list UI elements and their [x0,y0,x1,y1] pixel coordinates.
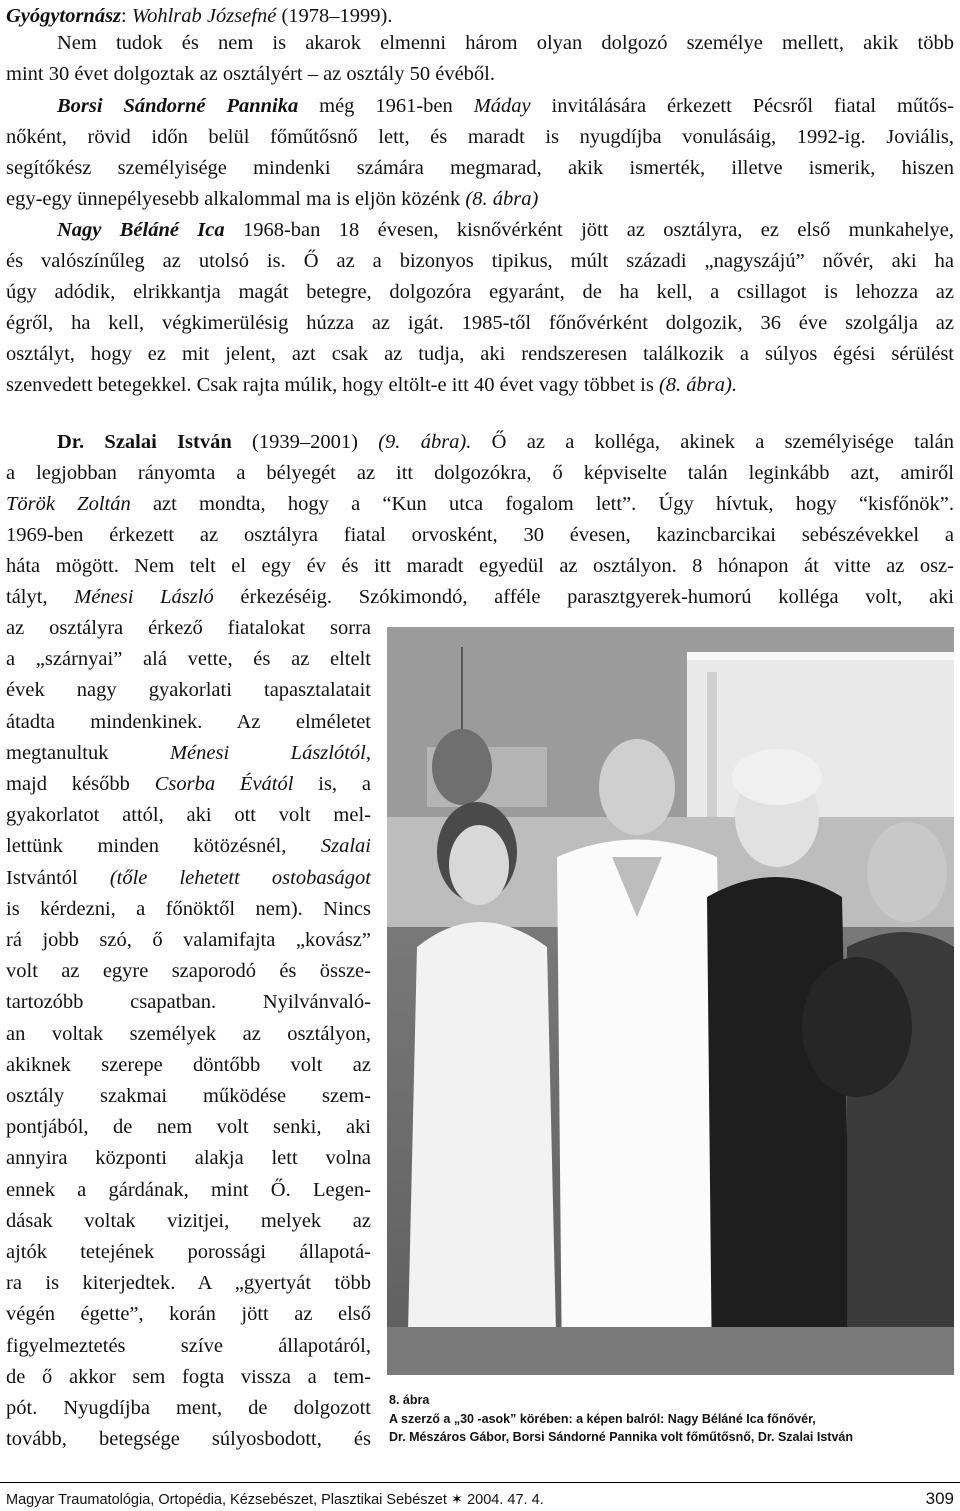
page-number: 309 [925,1489,954,1508]
column-line: an voltak személyek az osztályon, [6,1023,371,1045]
text-line: háta mögött. Nem telt el egy év és itt maradt egyedül az osztályon. 8 hónapon át vitte az osz- [6,555,954,577]
text-line: és valószínűleg az utolsó is. Ő az a bizonyos tipikus, múlt századi „nagyszájú” nővér, aki ha [6,250,954,272]
column-line: Istvántól (tőle lehetett ostobaságot [6,867,371,889]
footer-citation [6,1491,544,1509]
figure-reference: (8. ábra). [658,374,737,396]
text-line: Dr. Szalai István (1939–2001) (9. ábra). Ő az a kolléga, akinek a személyisége talán [57,431,954,453]
person-name: (tőle lehetett ostobaságot [77,867,371,889]
column-line: tovább, betegsége súlyosbodott, és [6,1428,371,1450]
person-name: Ménesi Lászlótól [169,742,366,764]
footer-rule [0,1482,960,1483]
text-line: nőként, rövid időn belül főműtősnő lett, és maradt is nyugdíjba vonulásáig, 1992-ig. Joviális, [6,126,954,148]
journal-title: Magyar Traumatológia, Ortopédia, Kézsebészet, Plasztikai Sebészet [6,1492,447,1508]
text-line: osztályt, hogy ez mit jelent, azt csak az tudja, aki rendszeresen találkozik a súlyos égési sérülést [6,343,954,365]
figure-caption-line: Dr. Mészáros Gábor, Borsi Sándorné Pannika volt főműtősnő, Dr. Szalai István [389,1430,854,1444]
column-line: az osztályra érkező fiatalokat sorra [6,617,371,639]
person-name: Ménesi László [74,586,214,608]
person-name: Török Zoltán [6,493,131,515]
column-line: figyelmeztetés szíve állapotáról, [6,1335,371,1357]
text-line: égről, ha kell, végkimerülésig húzza az igát. 1985-től főnővérként dolgozik, 36 éve szolgálja az [6,312,954,334]
person-name: Dr. Szalai István [57,431,232,453]
column-line: végén égette”, korán jött az első [6,1303,371,1325]
text-line: Borsi Sándorné Pannika még 1961-ben Máday invitálására érkezett Pécsről fiatal műtős- [57,95,954,117]
column-line: lettünk minden kötözésnél, Szalai [6,835,371,857]
column-line: gyakorlatot attól, aki ott volt mel- [6,804,371,826]
column-line: évek nagy gyakorlati tapasztalatait [6,679,371,701]
person-name: Wohlrab Józsefné [131,5,277,27]
text-line: Gyógytornász: Wohlrab Józsefné (1978–1999). [6,5,393,27]
column-line: megtanultuk Ménesi Lászlótól, [6,742,371,764]
person-name: Nagy Béláné Ica [57,219,225,241]
figure-reference: (8. ábra) [465,188,539,210]
star-icon: ✶ [450,1492,464,1508]
text-line: tályt, Ménesi László érkezéséig. Szókimondó, afféle parasztgyerek-humorú kolléga volt, aki [6,586,955,608]
column-line: pót. Nyugdíjba ment, de dolgozott [6,1397,371,1419]
person-name: Borsi Sándorné Pannika [57,95,299,117]
column-line: ennek a gárdának, mint Ő. Legen- [6,1179,371,1201]
text-line: Nem tudok és nem is akarok elmenni három olyan dolgozó személye mellett, akik több [57,32,954,54]
role-label: Gyógytornász [6,5,122,27]
figure-caption-line: A szerző a „30 -asok” körében: a képen balról: Nagy Béláné Ica főnővér, [389,1412,816,1426]
figure-reference: (9. ábra). [378,431,472,453]
person-name: Máday [473,95,531,117]
column-line: akiknek szerepe döntőbb volt az [6,1054,371,1076]
text-line: Török Zoltán azt mondta, hogy a “Kun utca fogalom lett”. Úgy hívtuk, hogy “kisfőnök”. [6,493,954,515]
column-line: annyira központi alakja lett volna [6,1147,371,1169]
person-name: Szalai [320,835,371,857]
column-line: majd később Csorba Évától is, a [6,773,371,795]
text-line: a legjobban rányomta a bélyegét az itt dolgozókra, ő képviselte talán leginkább azt, amiről [6,462,954,484]
column-line: rá jobb szó, ő valamifajta „kovász” [6,929,371,951]
text-line: Nagy Béláné Ica 1968-ban 18 évesen, kisnővérként jött az osztályra, ez első munkahelye, [57,219,954,241]
text-line: 1969-ben érkezett az osztályra fiatal orvosként, 30 évesen, kazincbarcikai sebészévekkel a [6,524,954,546]
column-line: dásak voltak vizitjei, melyek az [6,1210,371,1232]
text-line: segítőkész személyisége mindenki számára megmarad, akik ismerték, illetve ismerik, hiszen [6,157,954,179]
column-line: osztály szakmai működése szem- [6,1085,371,1107]
text-line: egy-egy ünnepélyesebb alkalommal ma is eljön közénk (8. ábra) [6,188,539,210]
column-line: átadta mindenkinek. Az elméletet [6,711,371,733]
column-line: volt az egyre szaporodó és össze- [6,960,371,982]
column-line: ra is kiterjedtek. A „gyertyát több [6,1272,371,1294]
text-line: mint 30 évet dolgoztak az osztályért – az osztály 50 évéből. [6,63,495,85]
figure-label: 8. ábra [389,1393,430,1407]
column-line: de ő akkor sem fogta vissza a tem- [6,1366,371,1388]
column-line: tartozóbb csapatban. Nyilvánvaló- [6,991,371,1013]
column-line: pontjából, de nem volt senki, aki [6,1116,371,1138]
photo-illustration [387,627,954,1375]
person-name: Csorba Évától [154,773,294,795]
column-line: ajtók tetejének porossági állapotá- [6,1241,371,1263]
issue-info: 2004. 47. 4. [463,1492,544,1508]
text-line: szenvedett betegekkel. Csak rajta múlik, hogy eltölt-e itt 40 évet vagy többet is (8. ábra). [6,374,737,396]
text-line: úgy adódik, elrikkantja magát betegre, dolgozóra egyaránt, de ha kell, a csillagot is lehozza az [6,281,954,303]
column-line: is kérdezni, a főnöktől nem). Nincs [6,898,371,920]
column-line: a „szárnyai” alá vette, és az eltelt [6,648,371,670]
group-photograph [387,627,954,1375]
